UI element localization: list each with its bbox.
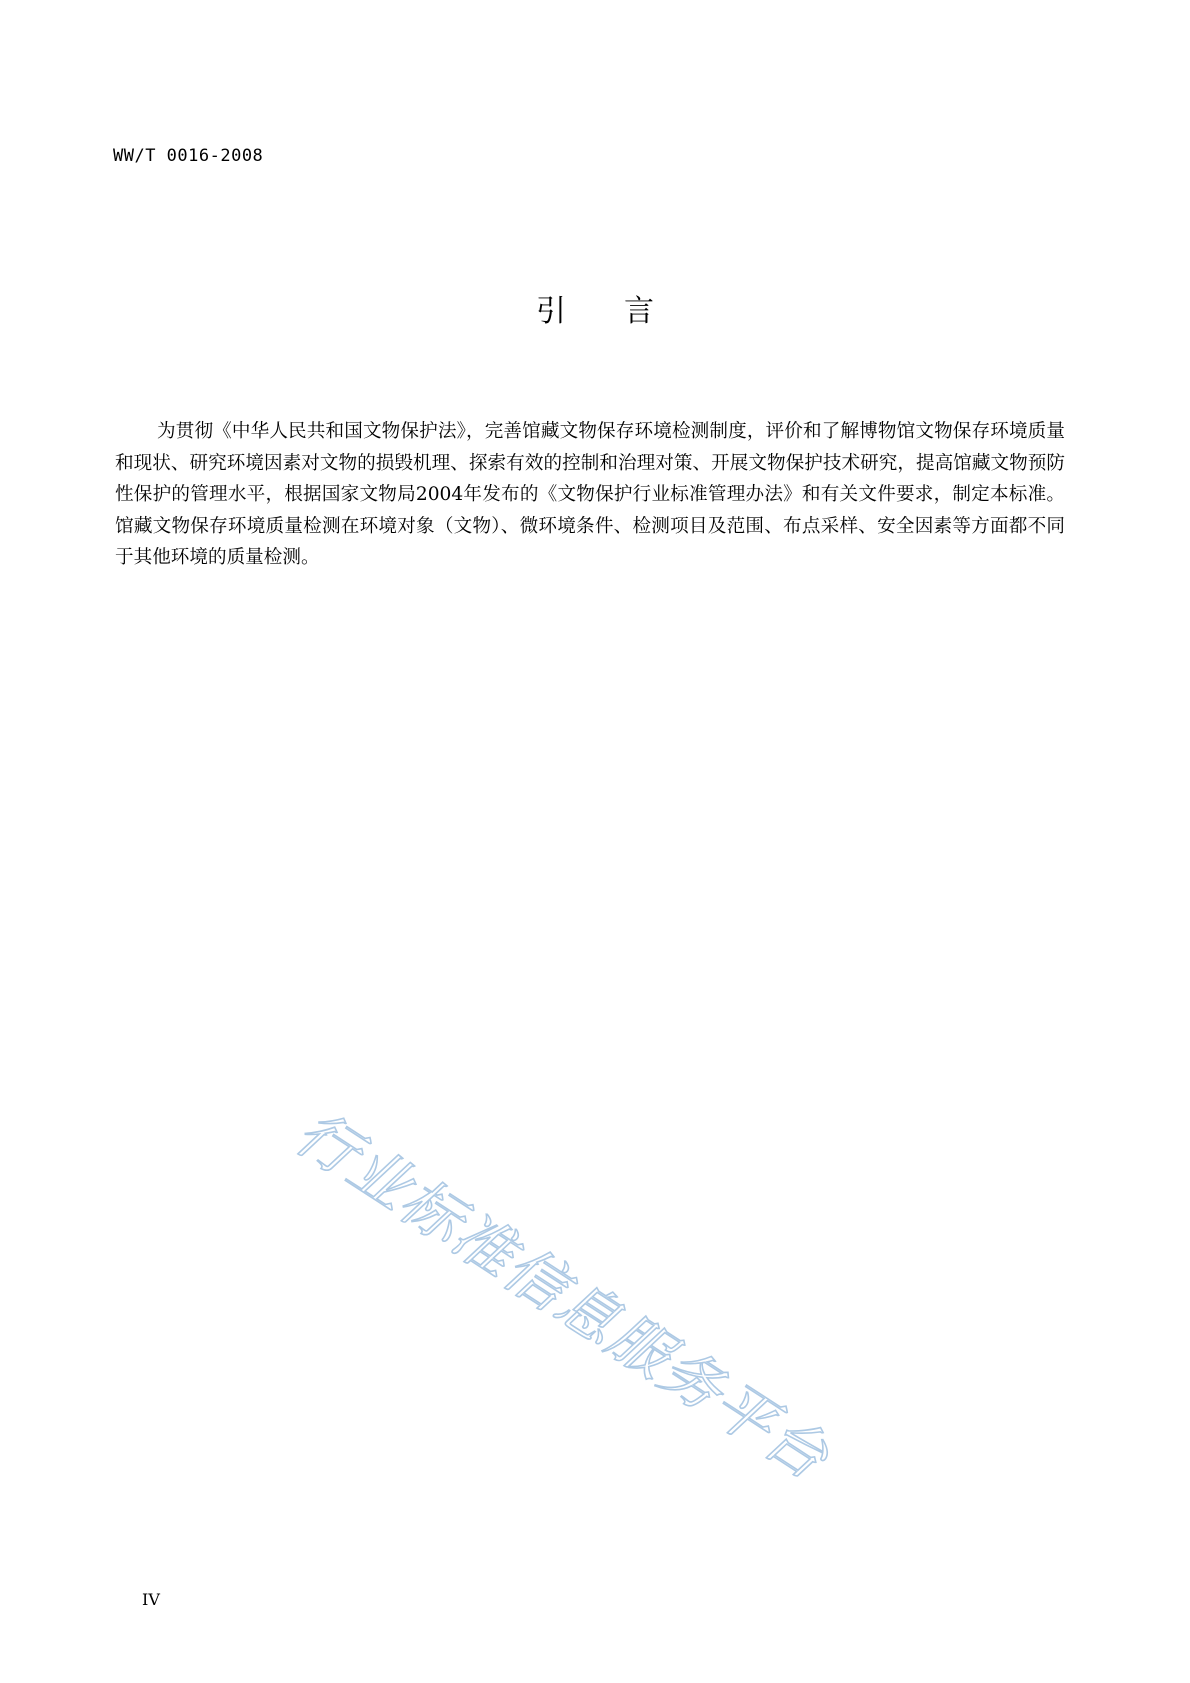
standard-code: WW/T 0016-2008 — [113, 146, 264, 166]
watermark-text: 行业标准信息服务平台 — [283, 1097, 842, 1495]
introduction-paragraph: 为贯彻《中华人民共和国文物保护法》，完善馆藏文物保存环境检测制度，评价和了解博物馆文物保存环境质量和现状、研究环境因素对文物的损毁机理、探索有效的控制和治理对策、开展文物保护技术研究，提高馆藏文物预防性保护的管理水平，根据国家文物局2004年发布的《文物保护行业标准管理办法》和有关文件要求，制定本标准。馆藏文物保存环境质量检测在环境对象（文物）、微环境条件、检测项目及范围、布点采样、安全因素等方面都不同于其他环境的质量检测。 — [115, 421, 1065, 568]
page-number: IV — [142, 1590, 160, 1609]
section-title: 引言 — [536, 294, 712, 329]
